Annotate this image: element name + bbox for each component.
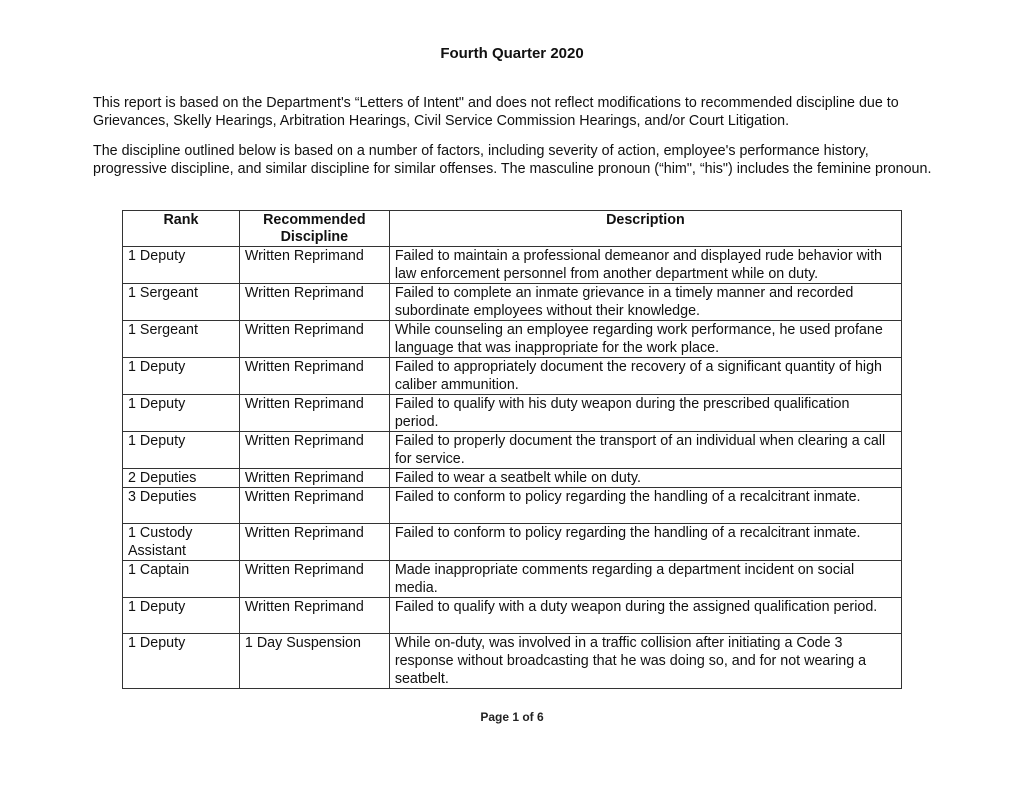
description-cell: While counseling an employee regarding work performance, he used profane language that was inappropriate for the work place. [389, 321, 901, 358]
table-header-row [123, 211, 902, 247]
description-cell: Made inappropriate comments regarding a department incident on social media. [389, 561, 901, 598]
table-row [123, 469, 902, 488]
column-header-recommended-discipline: Recommended Discipline [239, 211, 389, 247]
description-cell: Failed to conform to policy regarding the handling of a recalcitrant inmate. [389, 524, 901, 561]
rank-cell: 1 Sergeant [123, 284, 240, 321]
intro-paragraph: This report is based on the Department's “Letters of Intent" and does not reflect modifications to recommended discipline due to Grievances, Skelly Hearings, Arbitration Hearings, Civil Service Commission Hearings, and/or Court Litigation. [93, 95, 899, 129]
rank-cell: 1 Captain [123, 561, 240, 598]
description-cell: Failed to conform to policy regarding the handling of a recalcitrant inmate. [389, 488, 901, 524]
rank-cell: 1 Deputy [123, 432, 240, 469]
table-row [123, 284, 902, 321]
description-cell: Failed to maintain a professional demeanor and displayed rude behavior with law enforcement personnel from another department while on duty. [389, 247, 901, 284]
description-cell: Failed to properly document the transport of an individual when clearing a call for service. [389, 432, 901, 469]
discipline-table [122, 210, 902, 689]
rank-cell: 1 Deputy [123, 395, 240, 432]
column-header-rank: Rank [123, 211, 240, 247]
discipline-factors-paragraph: The discipline outlined below is based on a number of factors, including severity of action, employee's performance history, progressive discipline, and similar discipline for similar offenses. The masculine pronoun (“him", “his") includes the feminine pronoun. [93, 143, 932, 177]
page-title: Fourth Quarter 2020 [440, 45, 584, 62]
description-cell: Failed to complete an inmate grievance in a timely manner and recorded subordinate employees without their knowledge. [389, 284, 901, 321]
discipline-cell: Written Reprimand [239, 488, 389, 524]
rank-cell: 1 Custody Assistant [123, 524, 240, 561]
description-cell: Failed to qualify with a duty weapon during the assigned qualification period. [389, 598, 901, 634]
column-header-description: Description [389, 211, 901, 247]
description-cell: Failed to appropriately document the recovery of a significant quantity of high caliber ammunition. [389, 358, 901, 395]
discipline-cell: Written Reprimand [239, 395, 389, 432]
page-number: Page 1 of 6 [480, 710, 544, 724]
rank-cell: 2 Deputies [123, 469, 240, 488]
description-cell: While on-duty, was involved in a traffic collision after initiating a Code 3 response without broadcasting that he was doing so, and for not wearing a seatbelt. [389, 634, 901, 689]
discipline-cell: Written Reprimand [239, 524, 389, 561]
table-row [123, 321, 902, 358]
rank-cell: 3 Deputies [123, 488, 240, 524]
description-cell: Failed to qualify with his duty weapon during the prescribed qualification period. [389, 395, 901, 432]
table-row [123, 395, 902, 432]
discipline-cell: Written Reprimand [239, 284, 389, 321]
discipline-cell: Written Reprimand [239, 469, 389, 488]
discipline-cell: 1 Day Suspension [239, 634, 389, 689]
description-cell: Failed to wear a seatbelt while on duty. [389, 469, 901, 488]
discipline-cell: Written Reprimand [239, 598, 389, 634]
discipline-cell: Written Reprimand [239, 247, 389, 284]
rank-cell: 1 Deputy [123, 634, 240, 689]
table-row [123, 358, 902, 395]
rank-cell: 1 Deputy [123, 598, 240, 634]
discipline-cell: Written Reprimand [239, 358, 389, 395]
rank-cell: 1 Sergeant [123, 321, 240, 358]
discipline-cell: Written Reprimand [239, 321, 389, 358]
table-row [123, 598, 902, 634]
rank-cell: 1 Deputy [123, 358, 240, 395]
table-row [123, 488, 902, 524]
table-row [123, 524, 902, 561]
table-row [123, 561, 902, 598]
discipline-cell: Written Reprimand [239, 561, 389, 598]
table-row [123, 432, 902, 469]
table-row [123, 634, 902, 689]
table-row [123, 247, 902, 284]
rank-cell: 1 Deputy [123, 247, 240, 284]
discipline-cell: Written Reprimand [239, 432, 389, 469]
